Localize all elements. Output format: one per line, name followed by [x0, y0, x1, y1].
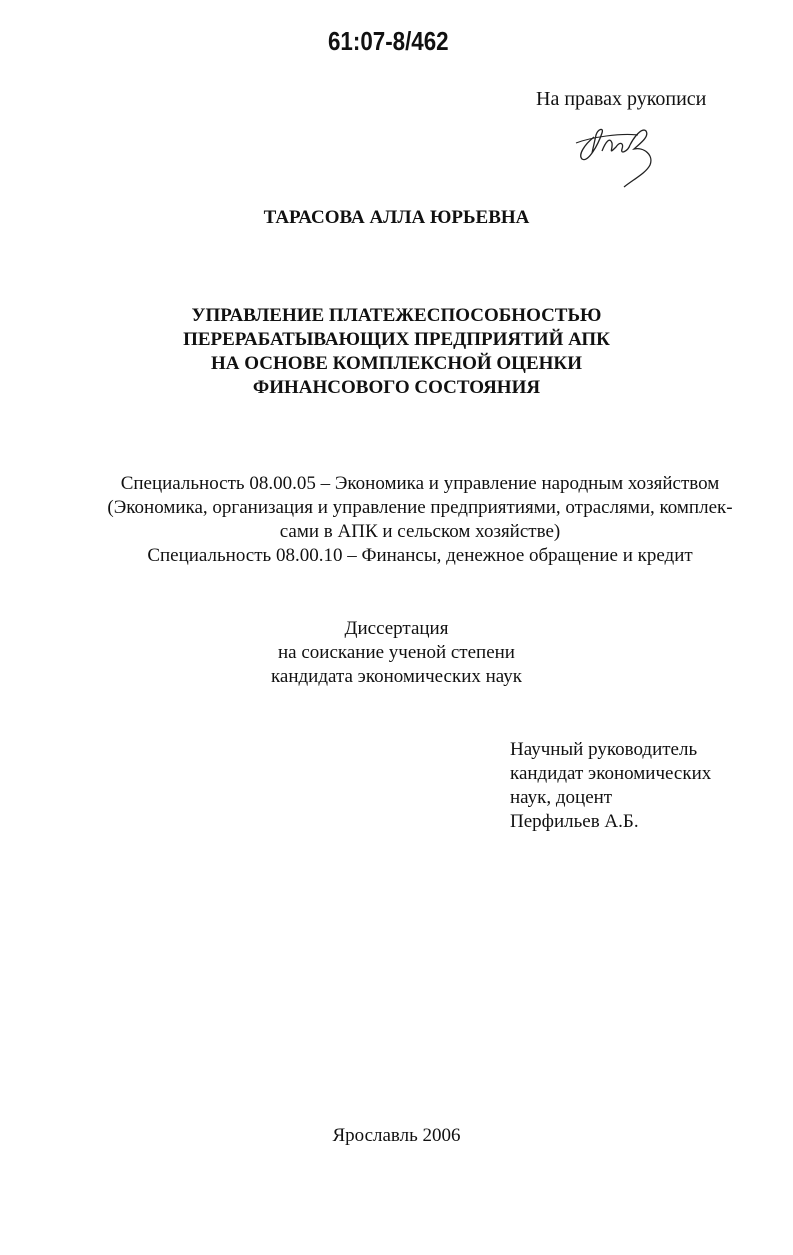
specialty-line: Специальность 08.00.10 – Финансы, денежное обращение и кредит: [147, 545, 693, 566]
specialty-line: Специальность 08.00.05 – Экономика и управление народным хозяйством: [120, 473, 720, 494]
supervisor-line: кандидат экономических: [510, 763, 712, 784]
dissertation-title: [0, 304, 793, 400]
supervisor-line: Научный руководитель: [510, 739, 698, 760]
title-line: НА ОСНОВЕ КОМПЛЕКСНОЙ ОЦЕНКИ: [211, 353, 582, 374]
signature-icon: [572, 115, 662, 190]
author-name: ТАРАСОВА АЛЛА ЮРЬЕВНА: [263, 207, 530, 228]
specialty-block: [60, 472, 780, 568]
title-line: ФИНАНСОВОГО СОСТОЯНИЯ: [252, 377, 541, 398]
title-line: УПРАВЛЕНИЕ ПЛАТЕЖЕСПОСОБНОСТЬЮ: [191, 305, 602, 326]
degree-line: кандидата экономических наук: [270, 666, 523, 687]
specialty-line: сами в АПК и сельском хозяйстве): [279, 521, 561, 542]
specialty-line: (Экономика, организация и управление предприятиями, отраслями, комплек-: [107, 497, 733, 518]
supervisor-line: наук, доцент: [510, 787, 613, 808]
supervisor-block: [510, 738, 711, 834]
registry-code: 61:07-8/462: [328, 26, 449, 56]
supervisor-line: Перфильев А.Б.: [510, 811, 639, 832]
title-line: ПЕРЕРАБАТЫВАЮЩИХ ПРЕДПРИЯТИЙ АПК: [183, 329, 610, 350]
rights-note: На правах рукописи: [536, 88, 707, 110]
degree-block: [0, 617, 793, 689]
degree-line: Диссертация: [344, 618, 449, 639]
city-year: Ярославль 2006: [332, 1125, 461, 1146]
degree-line: на соискание ученой степени: [278, 642, 515, 663]
